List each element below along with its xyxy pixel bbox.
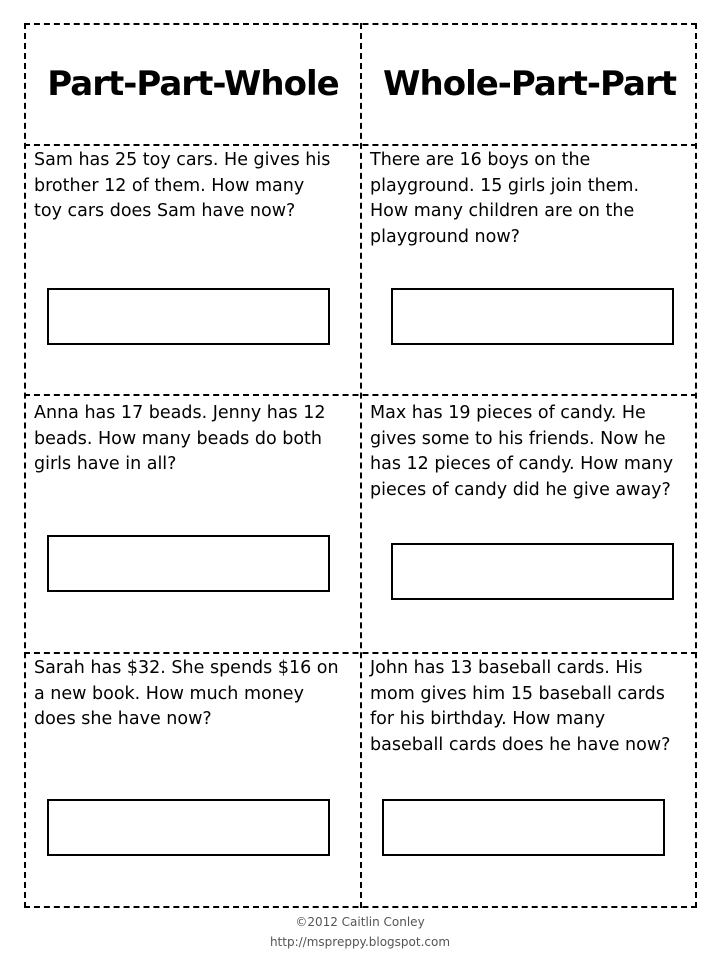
row-divider-1 xyxy=(24,394,697,396)
answer-box[interactable] xyxy=(47,535,330,592)
answer-box[interactable] xyxy=(382,799,665,856)
copyright-text: ©2012 Caitlin Conley xyxy=(295,915,425,929)
problem-text-john: John has 13 baseball cards. His mom gives him 15 baseball cards for his birthday. How many baseball cards does he have now? xyxy=(370,658,671,755)
header-whole-part-part: Whole-Part-Part xyxy=(383,64,676,104)
column-divider xyxy=(360,23,362,908)
blog-url: http://mspreppy.blogspot.com xyxy=(269,935,451,949)
answer-box[interactable] xyxy=(47,799,330,856)
answer-box[interactable] xyxy=(391,288,674,345)
problem-text-sarah: Sarah has $32. She spends $16 on a new book. How much money does she have now? xyxy=(34,658,339,729)
row-divider-2 xyxy=(24,652,697,654)
header-part-part-whole: Part-Part-Whole xyxy=(47,64,339,104)
answer-box[interactable] xyxy=(391,543,674,600)
problem-text-anna: Anna has 17 beads. Jenny has 12 beads. How many beads do both girls have in all? xyxy=(34,403,326,474)
problem-text-playground: There are 16 boys on the playground. 15 girls join them. How many children are on the playground now? xyxy=(370,150,640,247)
answer-box[interactable] xyxy=(47,288,330,345)
problem-text-sam: Sam has 25 toy cars. He gives his brother 12 of them. How many toy cars does Sam have now? xyxy=(34,150,331,221)
row-divider-header xyxy=(24,144,697,146)
problem-text-max: Max has 19 pieces of candy. He gives some to his friends. Now he has 12 pieces of candy. How many pieces of candy did he give away? xyxy=(370,403,674,500)
